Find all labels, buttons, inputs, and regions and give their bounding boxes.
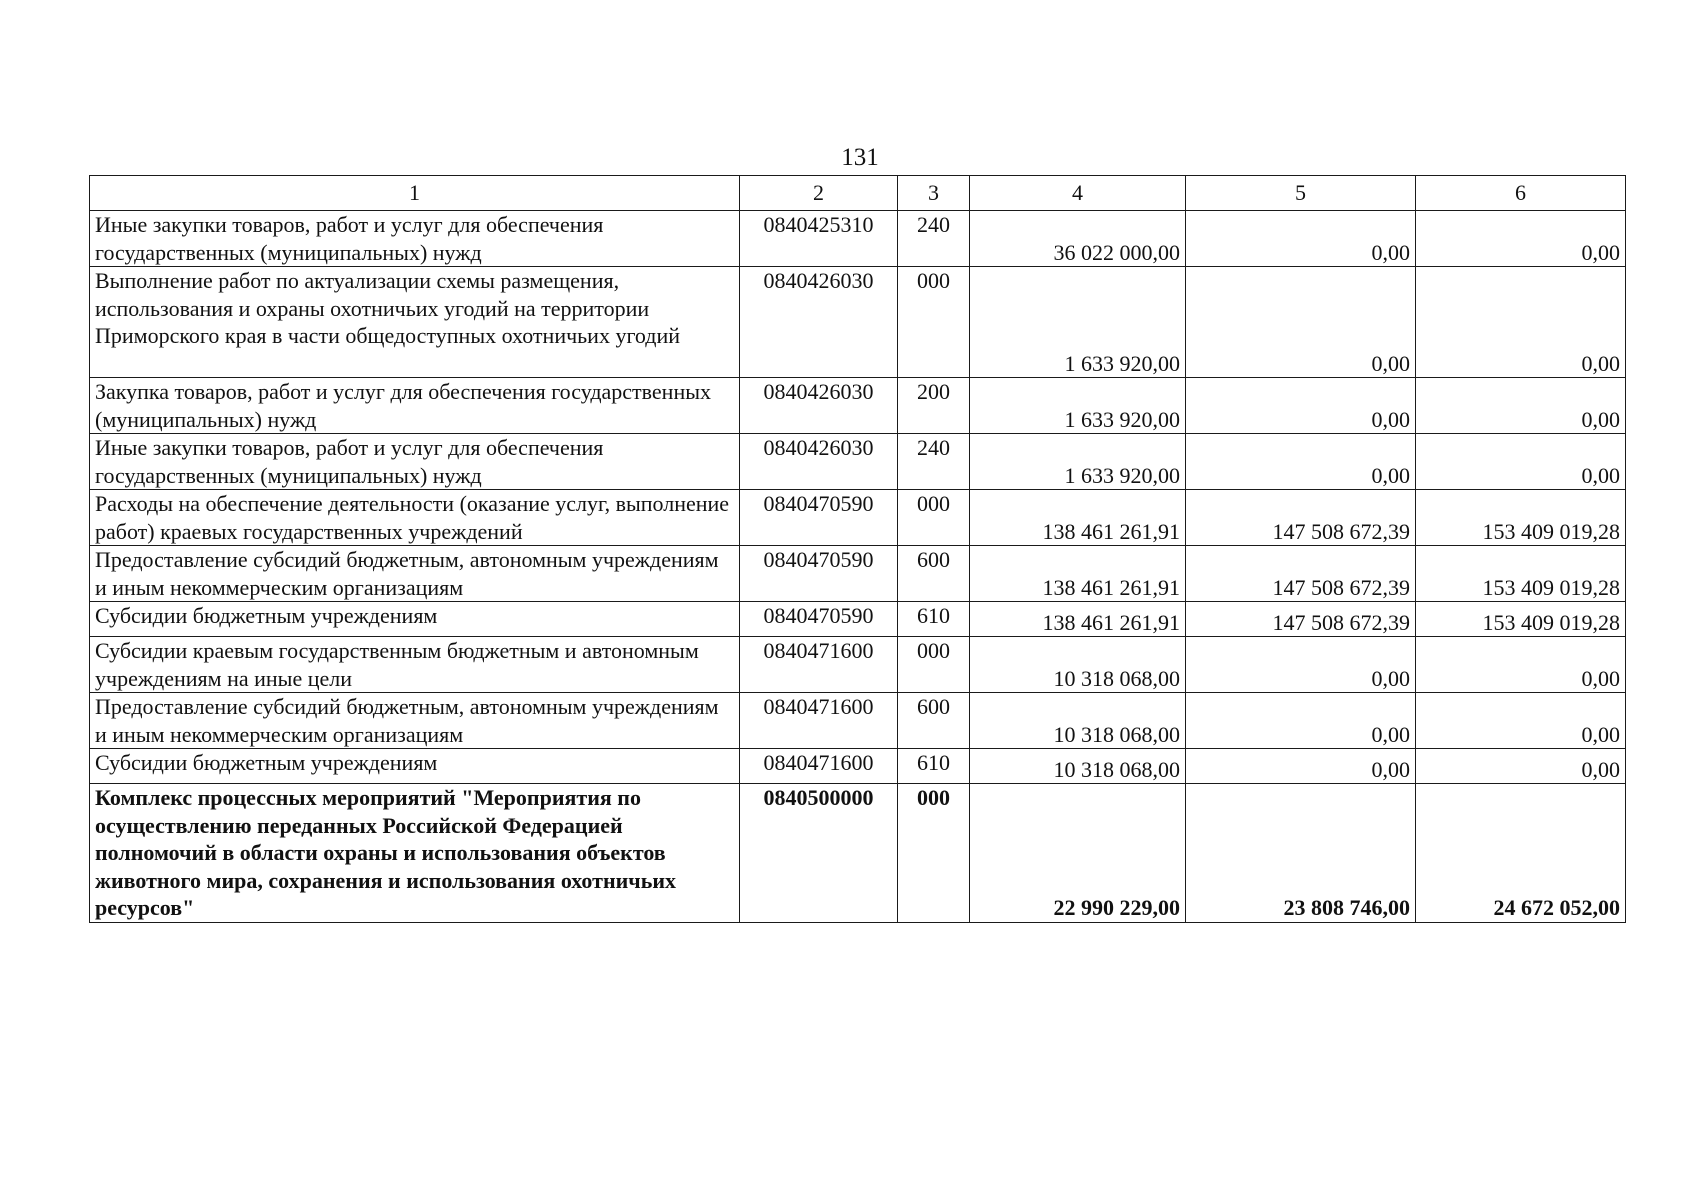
row-amount-col4: 10 318 068,00: [970, 637, 1186, 693]
row-amount-col6: 24 672 052,00: [1416, 784, 1626, 923]
row-amount-col5: 0,00: [1186, 378, 1416, 434]
row-expense-type: 200: [898, 378, 970, 434]
row-name: Предоставление субсидий бюджетным, автономным учреждениям и иным некоммерческим организациям: [90, 693, 740, 749]
row-amount-col5: 0,00: [1186, 434, 1416, 490]
row-code: 0840470590: [740, 546, 898, 602]
row-expense-type: 000: [898, 490, 970, 546]
table-row: [90, 546, 1626, 602]
row-code: 0840470590: [740, 602, 898, 637]
row-amount-col6: 0,00: [1416, 378, 1626, 434]
row-expense-type: 600: [898, 693, 970, 749]
row-amount-col6: 0,00: [1416, 211, 1626, 267]
row-amount-col6: 153 409 019,28: [1416, 602, 1626, 637]
row-amount-col5: 0,00: [1186, 693, 1416, 749]
row-amount-col5: 147 508 672,39: [1186, 546, 1416, 602]
row-name: Субсидии бюджетным учреждениям: [90, 602, 740, 637]
row-amount-col5: 23 808 746,00: [1186, 784, 1416, 923]
table-row: [90, 490, 1626, 546]
row-amount-col6: 0,00: [1416, 693, 1626, 749]
row-amount-col4: 1 633 920,00: [970, 434, 1186, 490]
row-code: 0840426030: [740, 434, 898, 490]
row-expense-type: 000: [898, 637, 970, 693]
row-amount-col4: 10 318 068,00: [970, 749, 1186, 784]
column-header: 4: [970, 176, 1186, 211]
row-amount-col4: 10 318 068,00: [970, 693, 1186, 749]
row-amount-col5: 147 508 672,39: [1186, 490, 1416, 546]
row-name: Расходы на обеспечение деятельности (оказание услуг, выполнение работ) краевых государственных учреждений: [90, 490, 740, 546]
table-row: [90, 434, 1626, 490]
row-amount-col6: 0,00: [1416, 267, 1626, 378]
table-row: [90, 267, 1626, 378]
row-amount-col5: 0,00: [1186, 749, 1416, 784]
row-code: 0840425310: [740, 211, 898, 267]
row-amount-col4: 138 461 261,91: [970, 490, 1186, 546]
row-amount-col5: 0,00: [1186, 211, 1416, 267]
row-code: 0840471600: [740, 693, 898, 749]
row-name: Иные закупки товаров, работ и услуг для обеспечения государственных (муниципальных) нужд: [90, 434, 740, 490]
row-name: Предоставление субсидий бюджетным, автономным учреждениям и иным некоммерческим организациям: [90, 546, 740, 602]
budget-table: [89, 175, 1626, 923]
row-code: 0840426030: [740, 378, 898, 434]
row-expense-type: 000: [898, 784, 970, 923]
column-header: 3: [898, 176, 970, 211]
row-amount-col4: 1 633 920,00: [970, 267, 1186, 378]
row-name: Комплекс процессных мероприятий "Мероприятия по осуществлению переданных Российской Федерацией полномочий в области охраны и использования объектов животного мира, сохранения и использования охотничьих ресурсов": [90, 784, 740, 923]
column-header: 6: [1416, 176, 1626, 211]
row-expense-type: 610: [898, 749, 970, 784]
row-expense-type: 240: [898, 211, 970, 267]
row-code: 0840471600: [740, 749, 898, 784]
row-amount-col6: 153 409 019,28: [1416, 546, 1626, 602]
row-expense-type: 600: [898, 546, 970, 602]
row-code: 0840470590: [740, 490, 898, 546]
page-number: 131: [841, 144, 879, 171]
table-header-row: [90, 176, 1626, 211]
column-header: 1: [90, 176, 740, 211]
table-row: [90, 749, 1626, 784]
row-name: Иные закупки товаров, работ и услуг для обеспечения государственных (муниципальных) нужд: [90, 211, 740, 267]
row-expense-type: 610: [898, 602, 970, 637]
row-name: Субсидии бюджетным учреждениям: [90, 749, 740, 784]
row-amount-col6: 0,00: [1416, 749, 1626, 784]
row-name: Выполнение работ по актуализации схемы размещения, использования и охраны охотничьих угодий на территории Приморского края в части общедоступных охотничьих угодий: [90, 267, 740, 378]
row-amount-col6: 0,00: [1416, 434, 1626, 490]
table-row: [90, 637, 1626, 693]
table-row: [90, 602, 1626, 637]
table-row: [90, 378, 1626, 434]
row-amount-col5: 0,00: [1186, 267, 1416, 378]
row-amount-col5: 147 508 672,39: [1186, 602, 1416, 637]
row-amount-col4: 138 461 261,91: [970, 602, 1186, 637]
row-amount-col6: 0,00: [1416, 637, 1626, 693]
row-amount-col4: 138 461 261,91: [970, 546, 1186, 602]
row-amount-col5: 0,00: [1186, 637, 1416, 693]
row-amount-col6: 153 409 019,28: [1416, 490, 1626, 546]
row-amount-col4: 22 990 229,00: [970, 784, 1186, 923]
row-code: 0840426030: [740, 267, 898, 378]
row-name: Субсидии краевым государственным бюджетным и автономным учреждениям на иные цели: [90, 637, 740, 693]
row-amount-col4: 36 022 000,00: [970, 211, 1186, 267]
table-row: [90, 693, 1626, 749]
row-name: Закупка товаров, работ и услуг для обеспечения государственных (муниципальных) нужд: [90, 378, 740, 434]
table-row-total: [90, 784, 1626, 923]
row-code: 0840500000: [740, 784, 898, 923]
row-expense-type: 240: [898, 434, 970, 490]
row-amount-col4: 1 633 920,00: [970, 378, 1186, 434]
row-expense-type: 000: [898, 267, 970, 378]
table-row: [90, 211, 1626, 267]
column-header: 5: [1186, 176, 1416, 211]
column-header: 2: [740, 176, 898, 211]
row-code: 0840471600: [740, 637, 898, 693]
